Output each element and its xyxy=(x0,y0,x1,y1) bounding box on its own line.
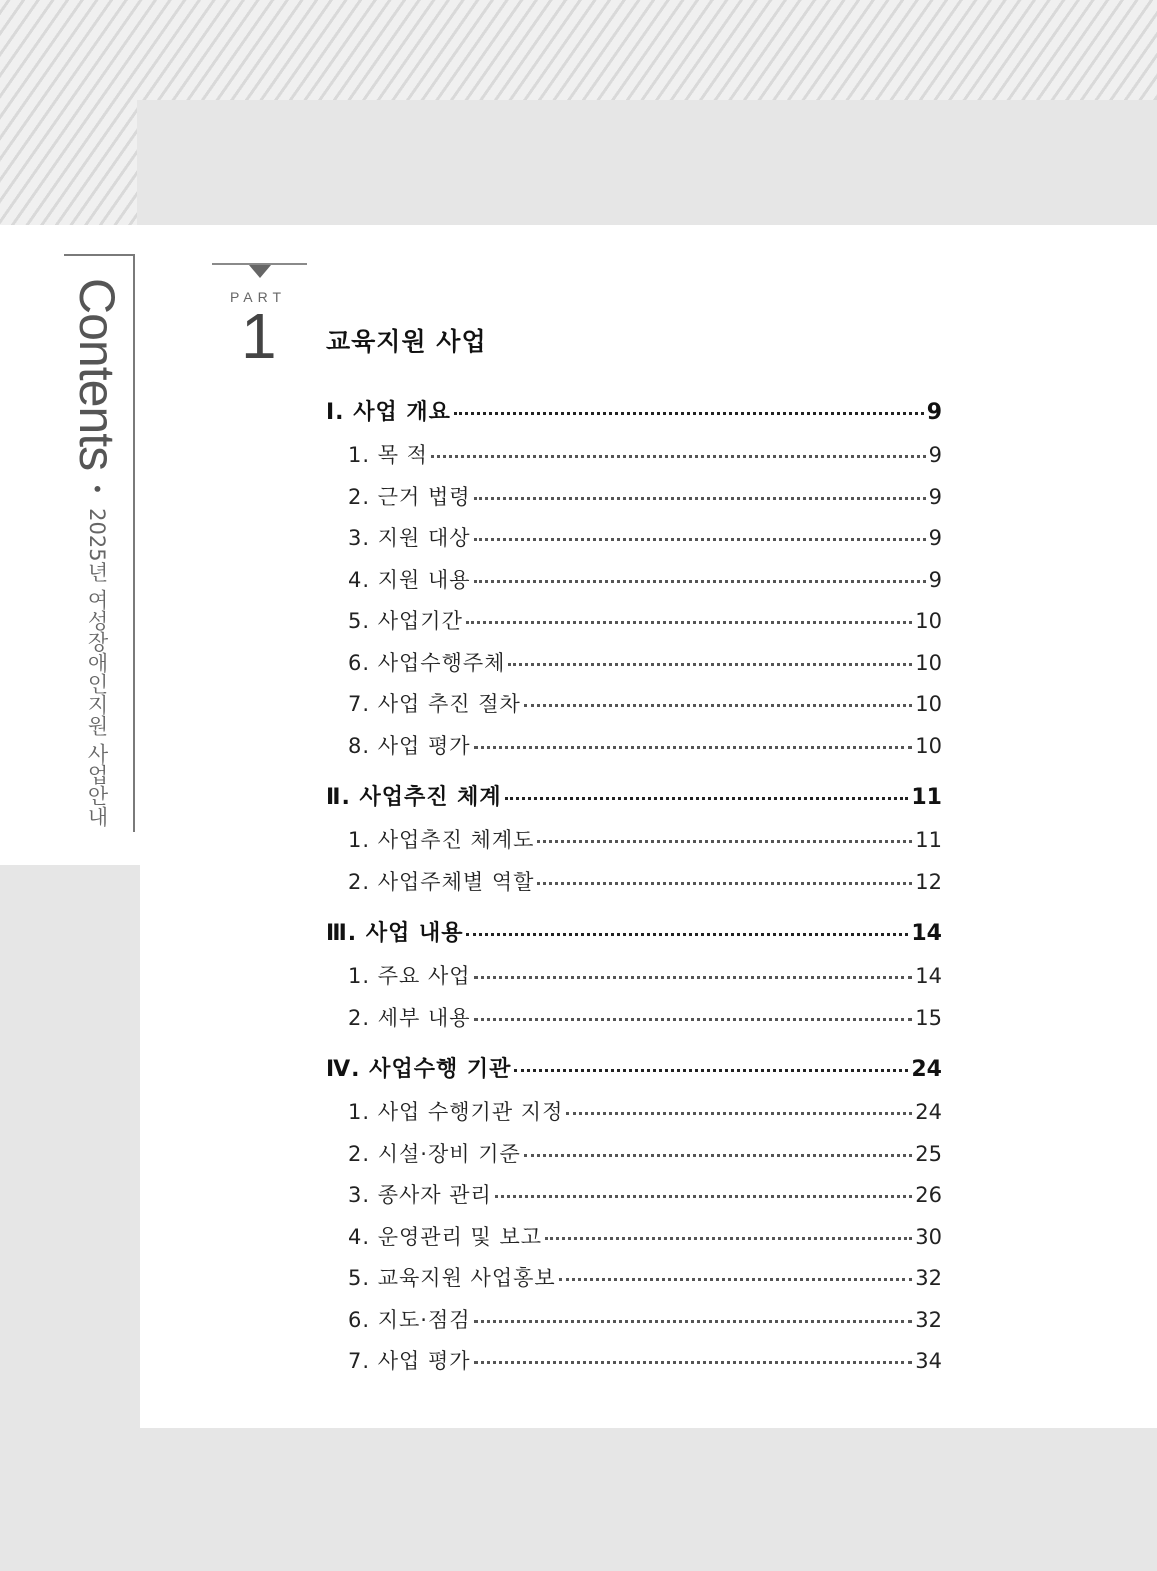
toc-label: 2. 근거 법령 xyxy=(348,484,471,509)
toc-item[interactable] xyxy=(326,1304,942,1346)
toc-page: 10 xyxy=(915,692,942,716)
toc-item[interactable] xyxy=(326,960,942,1002)
dot-leader xyxy=(566,1111,912,1115)
sidebar-title xyxy=(68,278,126,827)
dot-leader xyxy=(559,1277,913,1281)
dot-leader xyxy=(474,537,926,541)
toc-label: 4. 운영관리 및 보고 xyxy=(348,1224,543,1249)
toc-label: Ⅲ. 사업 내용 xyxy=(326,921,464,946)
toc-page: 32 xyxy=(915,1307,942,1332)
toc-item[interactable] xyxy=(326,688,942,730)
toc-label: 1. 주요 사업 xyxy=(348,964,471,988)
dot-leader xyxy=(474,1319,913,1323)
toc-item[interactable] xyxy=(326,481,942,523)
toc-label: 7. 사업 평가 xyxy=(348,1349,471,1373)
toc-item[interactable] xyxy=(326,647,942,689)
toc-page: 9 xyxy=(926,400,942,425)
toc-item[interactable] xyxy=(326,1096,942,1138)
toc-label: 1. 사업추진 체계도 xyxy=(348,828,535,852)
title-separator: • xyxy=(85,483,109,496)
document-subtitle: 2025년 여성장애인지원 사업안내 xyxy=(85,508,109,827)
part-number: 1 xyxy=(241,300,277,372)
toc-page: 30 xyxy=(915,1224,942,1249)
dot-leader xyxy=(537,881,912,885)
toc-page: 15 xyxy=(915,1005,942,1030)
toc-label: Ⅱ. 사업추진 체계 xyxy=(326,785,502,810)
toc-page: 32 xyxy=(915,1266,942,1290)
sidebar-top-rule xyxy=(64,254,135,256)
dot-leader xyxy=(505,796,909,800)
toc-item[interactable] xyxy=(326,1179,942,1221)
toc-label: Ⅳ. 사업수행 기관 xyxy=(326,1057,512,1082)
toc-label: 5. 사업기간 xyxy=(348,609,463,633)
part-title: 교육지원 사업 xyxy=(326,327,487,356)
toc-section[interactable] xyxy=(326,914,942,960)
part-label: PART xyxy=(230,289,287,305)
dot-leader xyxy=(495,1194,912,1198)
toc-section[interactable] xyxy=(326,393,942,439)
toc-page: 11 xyxy=(911,785,942,810)
dot-leader xyxy=(474,975,913,979)
dot-leader xyxy=(537,839,912,843)
toc-item[interactable] xyxy=(326,522,942,564)
toc-item[interactable] xyxy=(326,564,942,606)
toc-label: 3. 종사자 관리 xyxy=(348,1183,492,1207)
toc-page: 24 xyxy=(911,1057,942,1082)
toc-item[interactable] xyxy=(326,439,942,481)
toc-item[interactable] xyxy=(326,605,942,647)
sidebar-vertical-rule xyxy=(133,254,135,832)
toc-item[interactable] xyxy=(326,824,942,866)
toc-page: 10 xyxy=(915,733,942,758)
toc-label: 2. 시설·장비 기준 xyxy=(348,1141,521,1166)
toc-item[interactable] xyxy=(326,1262,942,1304)
toc-page: 14 xyxy=(911,921,942,946)
triangle-down-icon xyxy=(249,265,271,278)
toc-label: 6. 지도·점검 xyxy=(348,1307,471,1332)
toc-item[interactable] xyxy=(326,866,942,908)
toc-label: 4. 지원 내용 xyxy=(348,567,471,592)
dot-leader xyxy=(474,579,926,583)
dot-leader xyxy=(466,932,908,936)
footer-gray-block xyxy=(0,1428,1157,1571)
dot-leader xyxy=(524,703,912,707)
toc-page: 26 xyxy=(915,1183,942,1207)
toc-page: 10 xyxy=(915,609,942,633)
toc-page: 34 xyxy=(915,1349,942,1373)
dot-leader xyxy=(474,496,926,500)
toc-item[interactable] xyxy=(326,1002,942,1044)
toc-page: 14 xyxy=(915,964,942,988)
dot-leader xyxy=(431,454,926,458)
dot-leader xyxy=(514,1068,908,1072)
toc-label: 3. 지원 대상 xyxy=(348,526,471,550)
toc-page: 24 xyxy=(915,1100,942,1124)
toc-page: 12 xyxy=(915,869,942,894)
toc-page: 9 xyxy=(928,443,942,467)
contents-heading: Contents xyxy=(69,278,125,471)
toc-section[interactable] xyxy=(326,1050,942,1096)
toc-label: 7. 사업 추진 절차 xyxy=(348,692,521,716)
toc-item[interactable] xyxy=(326,1138,942,1180)
toc-item[interactable] xyxy=(326,730,942,772)
toc-section[interactable] xyxy=(326,778,942,824)
toc-label: 5. 교육지원 사업홍보 xyxy=(348,1266,556,1290)
toc-label: 6. 사업수행주체 xyxy=(348,650,506,675)
toc-label: 1. 사업 수행기관 지정 xyxy=(348,1100,564,1124)
dot-leader xyxy=(508,662,912,666)
toc-page: 10 xyxy=(915,650,942,675)
dot-leader xyxy=(454,411,924,415)
toc-label: 2. 사업주체별 역할 xyxy=(348,869,535,894)
toc-page: 25 xyxy=(915,1141,942,1166)
toc-label: Ⅰ. 사업 개요 xyxy=(326,400,451,425)
toc-page: 11 xyxy=(915,828,942,852)
dot-leader xyxy=(545,1236,912,1240)
dot-leader xyxy=(474,745,913,749)
toc-item[interactable] xyxy=(326,1345,942,1387)
toc-page: 9 xyxy=(928,484,942,509)
dot-leader xyxy=(474,1360,913,1364)
toc-page: 9 xyxy=(928,567,942,592)
dot-leader xyxy=(466,620,912,624)
toc-label: 1. 목 적 xyxy=(348,443,428,467)
toc-item[interactable] xyxy=(326,1221,942,1263)
toc-label: 2. 세부 내용 xyxy=(348,1005,471,1030)
header-gray-block xyxy=(137,100,1157,225)
dot-leader xyxy=(524,1153,912,1157)
toc-page: 9 xyxy=(928,526,942,550)
table-of-contents xyxy=(326,393,942,1387)
toc-label: 8. 사업 평가 xyxy=(348,733,471,758)
dot-leader xyxy=(474,1017,913,1021)
